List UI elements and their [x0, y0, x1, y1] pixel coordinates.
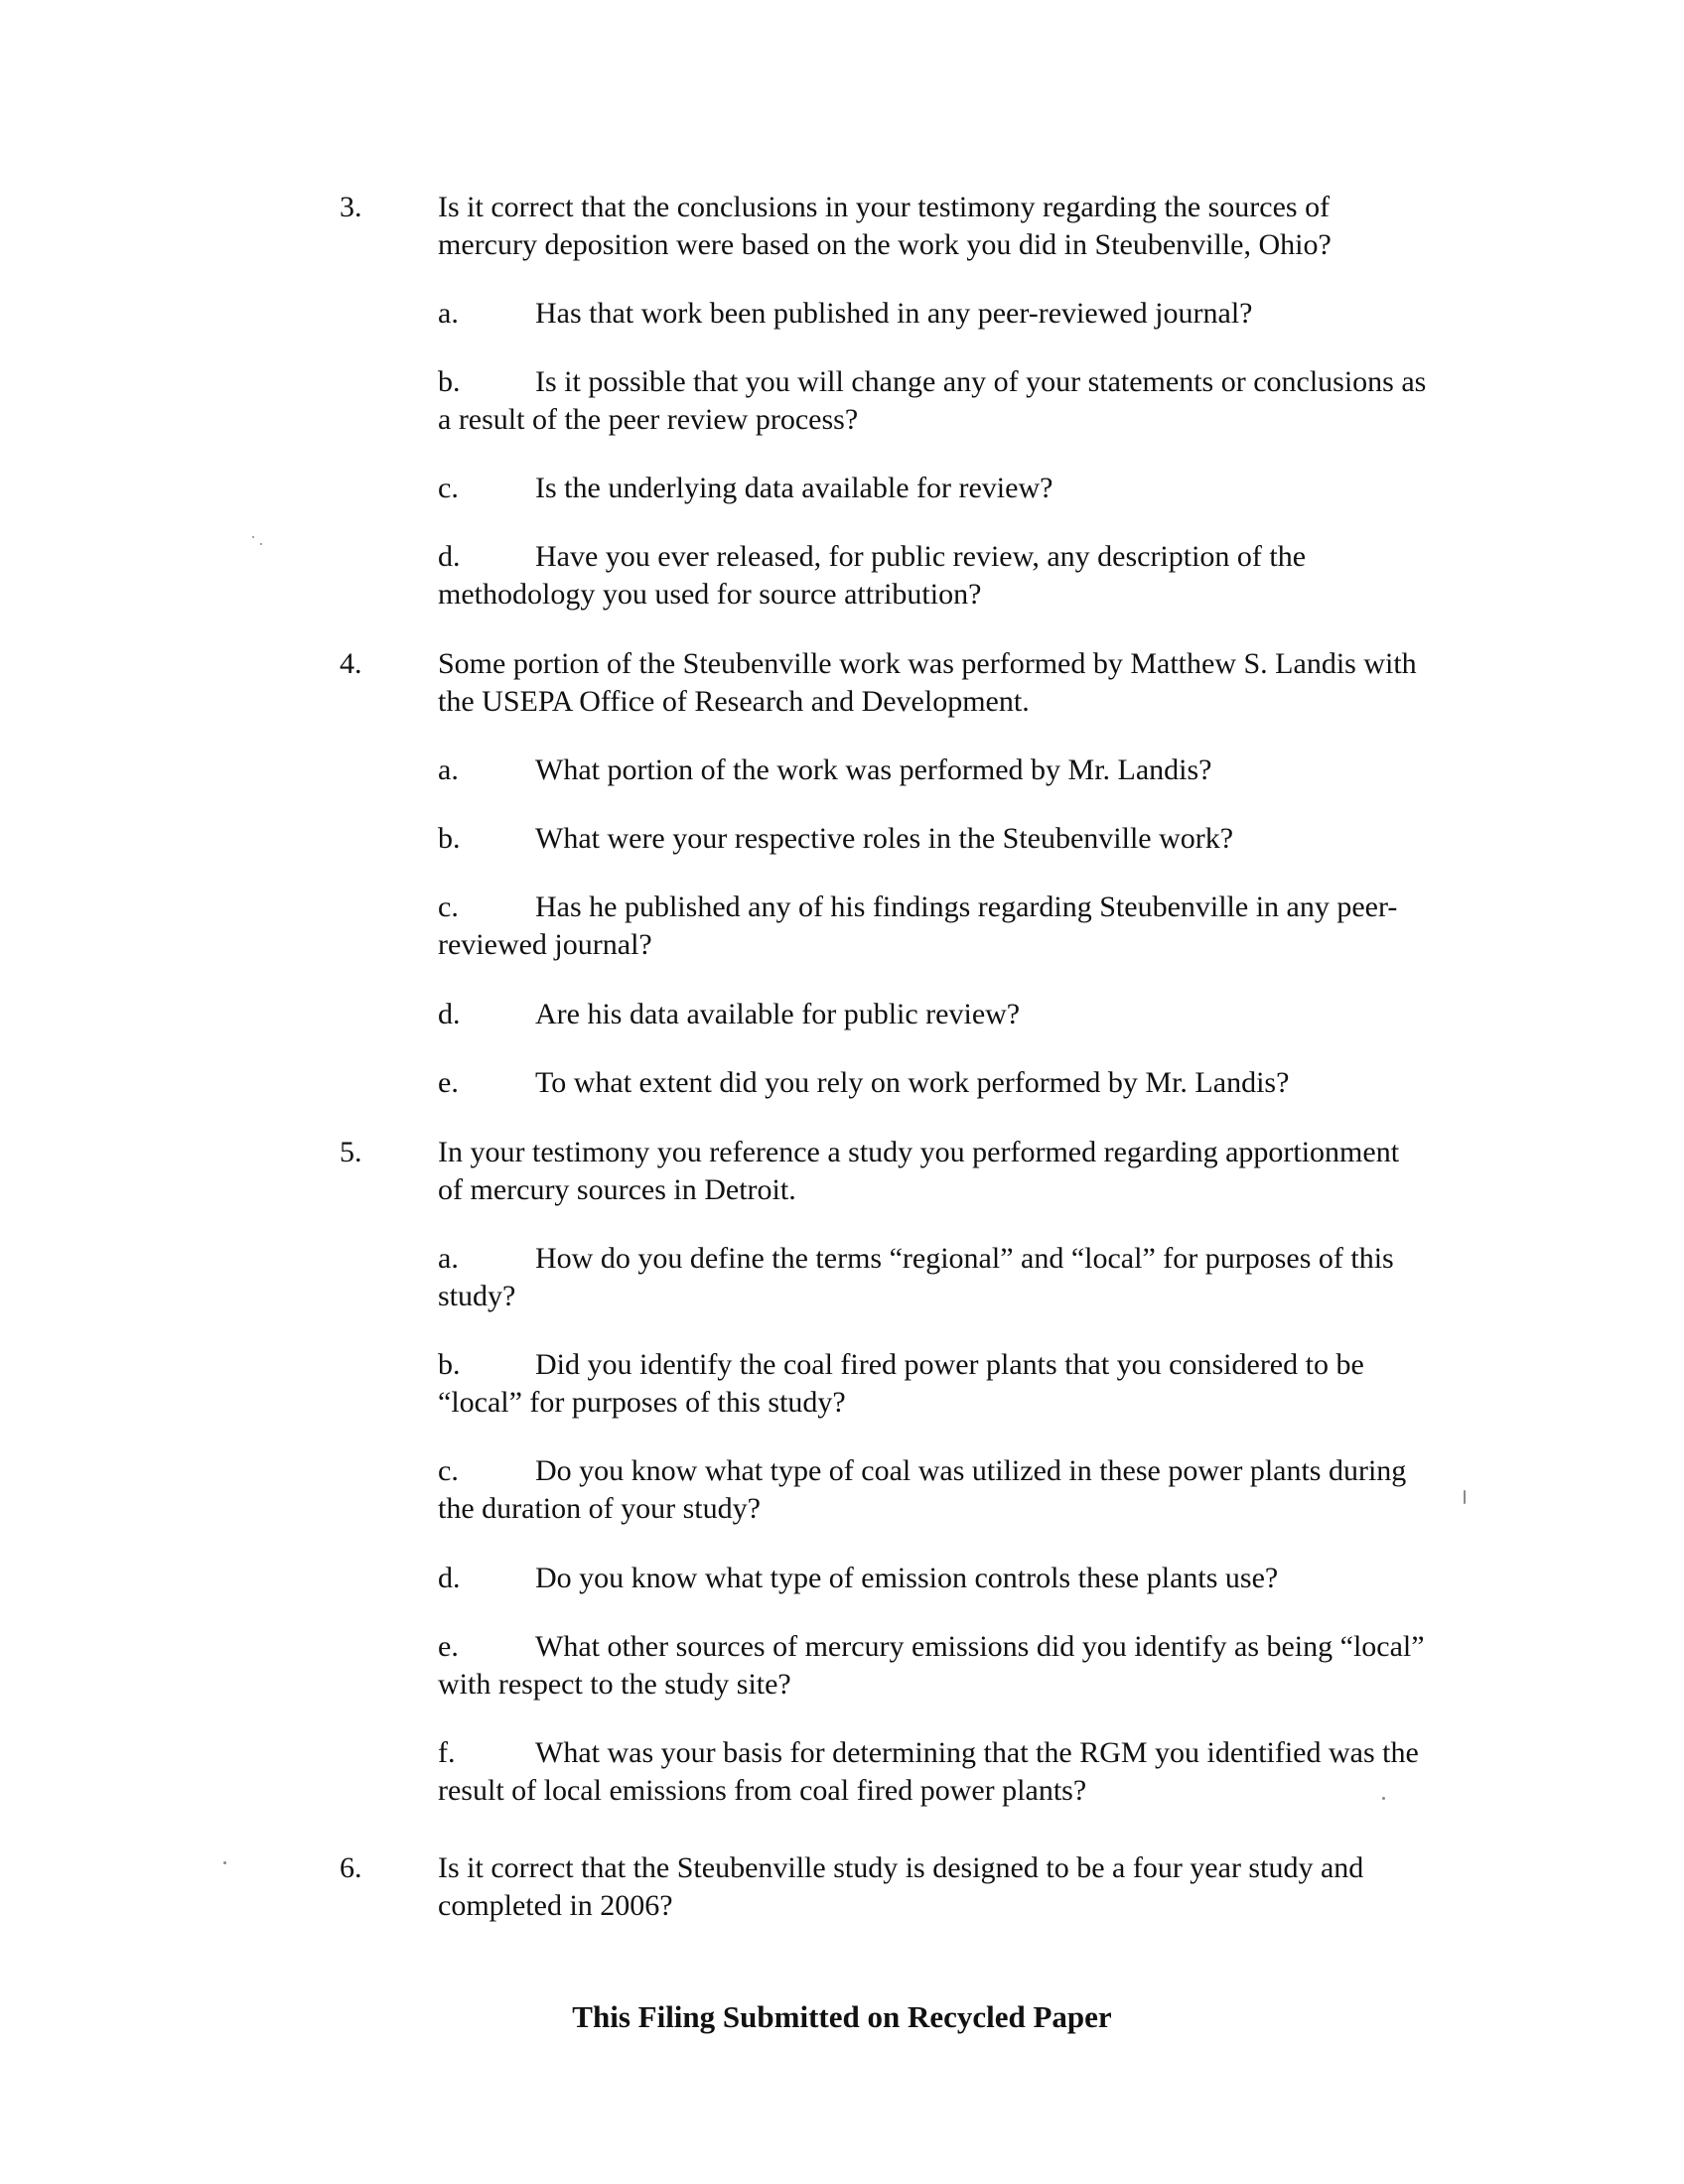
sub-question-4b — [438, 820, 1431, 858]
question-text: Some portion of the Steubenville work was performed by Matthew S. Landis with the USEPA Office of Research and Development. — [438, 647, 1417, 718]
question-text: In your testimony you reference a study you performed regarding apportionment of mercury sources in Detroit. — [438, 1136, 1400, 1206]
sub-question-letter: c. — [438, 1454, 459, 1487]
sub-question-letter: d. — [438, 998, 461, 1030]
sub-question-text: Are his data available for public review? — [535, 998, 1021, 1030]
question-number: 5. — [340, 1136, 362, 1168]
sub-question-letter: b. — [438, 1348, 461, 1381]
question-text: Is it correct that the conclusions in your testimony regarding the sources of mercury deposition were based on the work you did in Steubenville, Ohio? — [438, 191, 1332, 261]
sub-question-letter: b. — [438, 822, 461, 855]
sub-question-text: Is the underlying data available for review? — [535, 472, 1053, 504]
sub-question-text: What were your respective roles in the Steubenville work? — [535, 822, 1234, 855]
sub-question-text: Do you know what type of coal was utilized in these power plants during the duration of your study? — [438, 1454, 1407, 1525]
sub-question-text: How do you define the terms “regional” and “local” for purposes of this study? — [438, 1242, 1394, 1312]
sub-question-4a — [438, 751, 1431, 789]
sub-question-3c — [438, 470, 1431, 507]
sub-question-3d — [438, 538, 1431, 614]
sub-question-letter: b. — [438, 365, 461, 398]
scan-speck — [260, 543, 262, 545]
scan-speck — [223, 1861, 226, 1864]
sub-question-5a — [438, 1240, 1431, 1315]
question-number: 6. — [340, 1851, 362, 1884]
sub-question-5e — [438, 1628, 1431, 1704]
sub-question-letter: c. — [438, 890, 459, 923]
sub-question-letter: c. — [438, 472, 459, 504]
sub-question-text: Is it possible that you will change any of your statements or conclusions as a result of the peer review process? — [438, 365, 1427, 436]
sub-question-letter: a. — [438, 297, 459, 330]
sub-question-5b — [438, 1346, 1431, 1422]
sub-question-letter: a. — [438, 1242, 459, 1275]
sub-question-text: Has he published any of his findings regarding Steubenville in any peer-reviewed journal? — [438, 890, 1398, 961]
sub-question-text: What other sources of mercury emissions did you identify as being “local” with respect to the study site? — [438, 1630, 1425, 1701]
question-text: Is it correct that the Steubenville study is designed to be a four year study and completed in 2006? — [438, 1851, 1364, 1922]
sub-question-text: Have you ever released, for public review, any description of the methodology you used for source attribution? — [438, 540, 1307, 611]
sub-question-5c — [438, 1452, 1431, 1528]
sub-question-letter: d. — [438, 540, 461, 573]
question-number: 4. — [340, 647, 362, 680]
sub-question-letter: d. — [438, 1562, 461, 1594]
sub-question-text: What was your basis for determining that the RGM you identified was the result of local emissions from coal fired power plants? — [438, 1736, 1419, 1807]
sub-question-letter: e. — [438, 1630, 459, 1663]
sub-question-3b — [438, 363, 1431, 439]
sub-question-4e — [438, 1064, 1431, 1102]
sub-question-letter: e. — [438, 1066, 459, 1099]
sub-question-5d — [438, 1560, 1431, 1597]
scan-speck — [252, 536, 254, 538]
sub-question-4d — [438, 996, 1431, 1033]
sub-question-text: To what extent did you rely on work performed by Mr. Landis? — [535, 1066, 1290, 1099]
footer-note: This Filing Submitted on Recycled Paper — [572, 1999, 1112, 2034]
sub-question-text: What portion of the work was performed by Mr. Landis? — [535, 753, 1212, 786]
sub-question-text: Has that work been published in any peer-reviewed journal? — [535, 297, 1253, 330]
sub-question-5f — [438, 1734, 1431, 1810]
sub-question-letter: f. — [438, 1736, 456, 1769]
question-number: 3. — [340, 191, 362, 223]
scan-speck — [1382, 1797, 1385, 1800]
sub-question-text: Did you identify the coal fired power plants that you considered to be “local” for purposes of this study? — [438, 1348, 1364, 1419]
sub-question-3a — [438, 295, 1431, 333]
sub-question-letter: a. — [438, 753, 459, 786]
sub-question-text: Do you know what type of emission controls these plants use? — [535, 1562, 1279, 1594]
sub-question-4c — [438, 888, 1431, 964]
scan-speck — [1464, 1490, 1466, 1504]
